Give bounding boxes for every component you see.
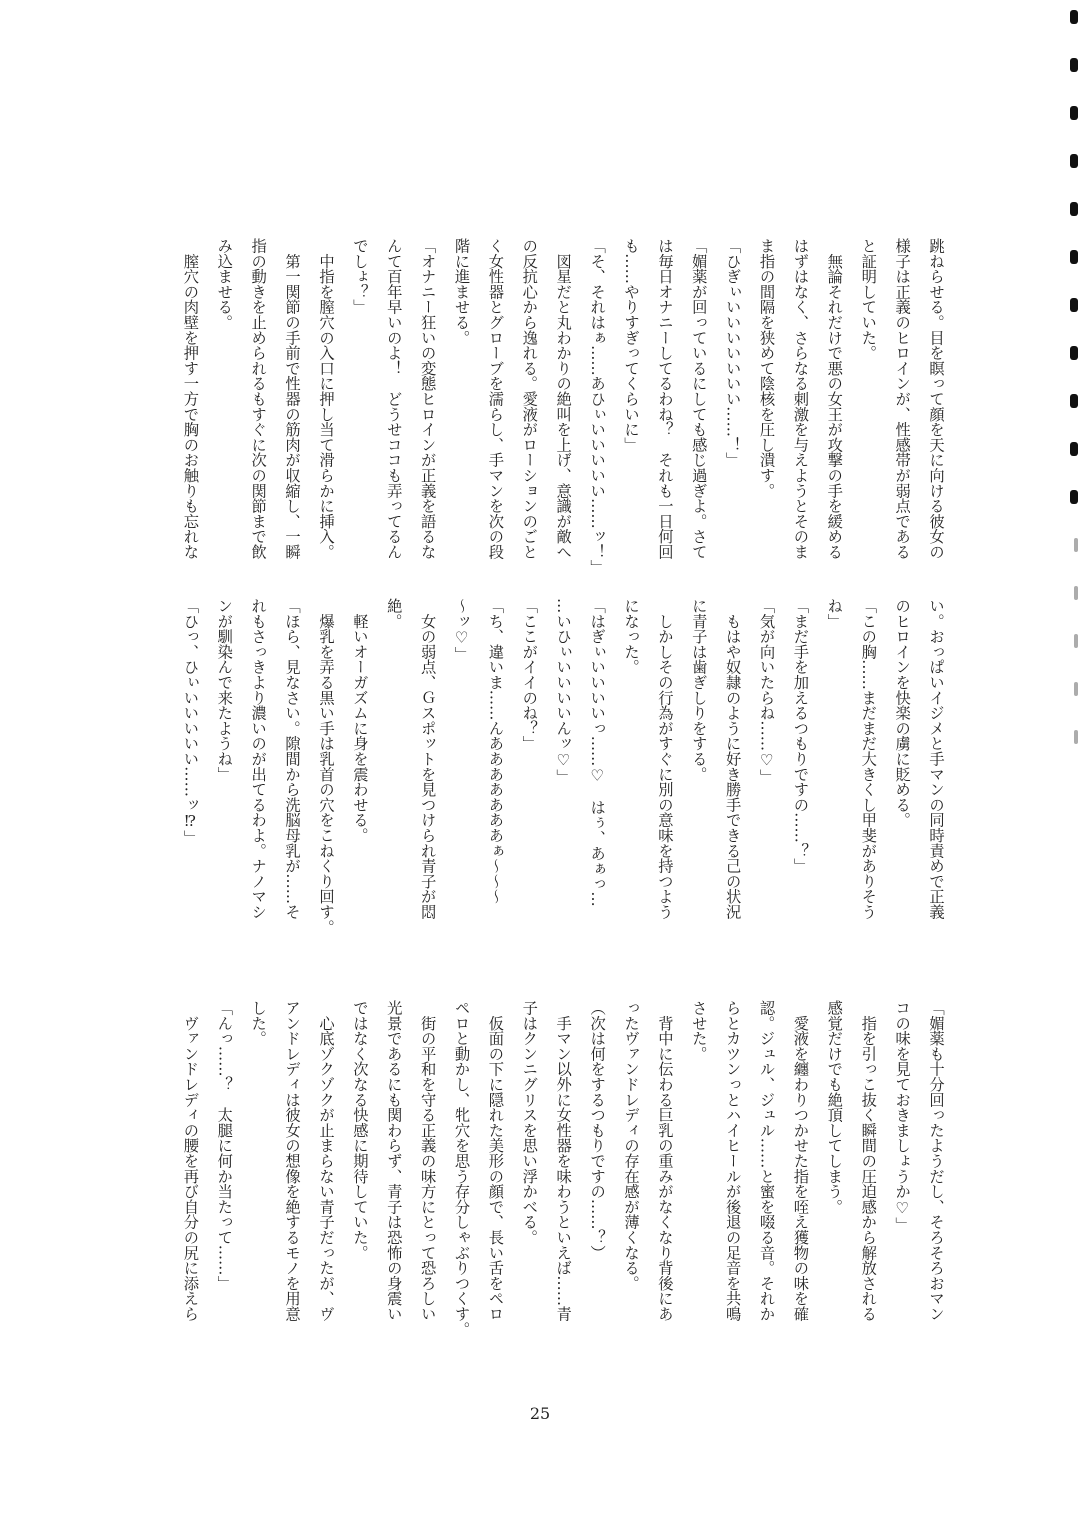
text-column: 背中に伝わる巨乳の重みがなくなり背後にあ [655,1000,674,1322]
text-column: になった。 [621,598,640,675]
text-column: 「オナニー狂いの変態ヒロインが正義を語るな [418,238,437,560]
binding-mark [1070,202,1078,216]
text-column: 心底ゾクゾクが止まらない青子だったが、ヴ [316,1000,335,1322]
text-column: 「ひぎぃいいいいいいい……！」 [723,238,742,468]
text-column: 「媚薬も十分回ったようだし、そろそろおマン [927,1000,945,1322]
text-column: 「ひっ、ひぃいいいいい……ッ⁉」 [181,598,200,846]
text-column: ペロと動かし、牝穴を思う存分しゃぶりつくす。 [452,1000,471,1337]
text-column: アンドレディは彼女の想像を絶するモノを用意 [283,1000,302,1322]
binding-mark [1070,298,1078,312]
text-column: 跳ねらせる。目を瞑って顔を天に向ける彼女の [927,238,945,560]
text-column: 中指を膣穴の入口に押し当て滑らかに挿入。 [316,238,335,560]
text-column: 「はぎぃいいいいっ……♡ はぅ、あぁっ… [588,598,607,907]
text-block-bottom [181,1000,952,1390]
text-column: も……やりすぎってくらいに」 [621,238,640,453]
binding-mark [1070,394,1078,408]
text-column: ～ッ♡」 [452,598,471,662]
text-column: 子はクンニグリスを思い浮かべる。 [520,1000,539,1245]
text-column: コの味を見ておきましょうか♡」 [893,1000,912,1233]
text-column: 「ち、違いま……んあああああああぁ～～～ [486,598,505,904]
text-column: 絶。 [384,598,403,629]
text-column: 「そ、それはぁ……あひぃいいいいい……ッ！」 [588,238,607,575]
text-column: させた。 [689,1000,708,1062]
text-column: …いひぃいいいいんッ♡」 [554,598,573,785]
text-column: 手マン以外に女性器を味わうといえば……青 [554,1000,573,1322]
text-column: ンが馴染んで来たようね」 [215,598,234,782]
text-column: み込ませる。 [215,238,234,330]
text-column: に青子は歯ぎしりをする。 [689,598,708,782]
text-column: らとカツンっとハイヒールが後退の足音を共鳴 [723,1000,742,1322]
text-column: ヴァンドレディの腰を再び自分の尻に添えら [181,1000,200,1322]
text-column: はずはなく、さらなる刺激を与えようとそのま [791,238,810,560]
text-column: 「ここがイイのね？」 [520,598,539,751]
text-column: ではなく次なる快感に期待していた。 [350,1000,369,1261]
text-column: と証明していた。 [859,238,878,361]
text-column: でしょ？」 [350,238,369,315]
text-column: 第一関節の手前で性器の筋肉が収縮し、一瞬 [283,238,302,560]
text-column: 「ほら、見なさい。隙間から洗脳母乳が……そ [283,598,302,920]
text-column: 図星だと丸わかりの絶叫を上げ、意識が敵へ [554,238,573,560]
text-column: 「まだ手を加えるつもりですの……？」 [791,598,810,874]
text-column: 「媚薬が回っているにしても感じ過ぎよ。さて [689,238,708,560]
text-column: んて百年早いのよ！ どうせココも弄ってるん [384,238,403,560]
binding-mark [1070,250,1078,264]
binding-mark [1070,154,1078,168]
text-column: 様子は正義のヒロインが、性感帯が弱点である [893,238,912,560]
binding-mark [1074,682,1078,696]
text-column: は毎日オナニーしてるわね？ それも一日何回 [655,238,674,560]
text-column: 仮面の下に隠れた美形の顔で、長い舌をペロ [486,1000,505,1322]
binding-mark [1070,10,1078,24]
text-column: ったヴァンドレディの存在感が薄くなる。 [621,1000,640,1291]
binding-mark [1074,538,1078,552]
text-column: 軽いオーガズムに身を震わせる。 [350,598,369,843]
text-column: く女性器とグローブを濡らし、手マンを次の段 [486,238,505,560]
text-column: 「この胸……まだまだ大きくし甲斐がありそう [859,598,878,920]
binding-mark [1070,490,1078,504]
binding-mark [1070,58,1078,72]
binding-mark [1070,106,1078,120]
text-column: 階に進ませる。 [452,238,471,346]
text-block-top [181,238,952,578]
text-column: 指の動きを止められるもすぐに次の関節まで飲 [249,238,268,560]
text-column: ま指の間隔を狭めて陰核を圧し潰す。 [757,238,776,499]
text-column: 「んっ……？ 太腿に何か当たって……」 [215,1000,234,1291]
page-number: 25 [529,1404,551,1423]
text-column: 膣穴の肉壁を押す一方で胸のお触りも忘れな [181,238,200,560]
binding-mark [1070,442,1078,456]
binding-mark [1070,346,1078,360]
binding-mark [1074,730,1078,744]
text-column: い。おっぱいイジメと手マンの同時責めで正義 [927,598,945,920]
text-block-middle [181,598,952,938]
text-column: ね」 [825,598,844,629]
text-column: 無論それだけで悪の女王が攻撃の手を緩める [825,238,844,560]
text-column: 愛液を纏わりつかせた指を咥え獲物の味を確 [791,1000,810,1322]
text-column: 街の平和を守る正義の味方にとって恐ろしい [418,1000,437,1322]
text-column: しかしその行為がすぐに別の意味を持つよう [655,598,674,920]
text-column: のヒロインを快楽の虜に貶める。 [893,598,912,828]
text-column: もはや奴隷のように好き勝手できる己の状況 [723,598,742,920]
text-column: 爆乳を弄る黒い手は乳首の穴をこねくり回す。 [316,598,335,935]
text-column: れもさっきより濃いのが出てるわよ。ナノマシ [249,598,268,920]
text-column: 光景であるにも関わらず、青子は恐怖の身震い [384,1000,403,1322]
text-column: の反抗心から逸れる。愛液がローションのごと [520,238,539,560]
binding-mark [1074,634,1078,648]
binding-mark [1074,586,1078,600]
text-column: 女の弱点、Ｇスポットを見つけられ青子が悶 [418,598,437,920]
text-column: 認。ジュル、ジュル……と蜜を啜る音。それか [757,1000,776,1322]
text-column: 「気が向いたらね……♡」 [757,598,776,785]
text-column: 感覚だけでも絶頂してしまう。 [825,1000,844,1215]
text-column: （次は何をするつもりですの……？） [588,1000,607,1261]
text-column: した。 [249,1000,268,1046]
text-column: 指を引っこ抜く瞬間の圧迫感から解放される [859,1000,878,1322]
